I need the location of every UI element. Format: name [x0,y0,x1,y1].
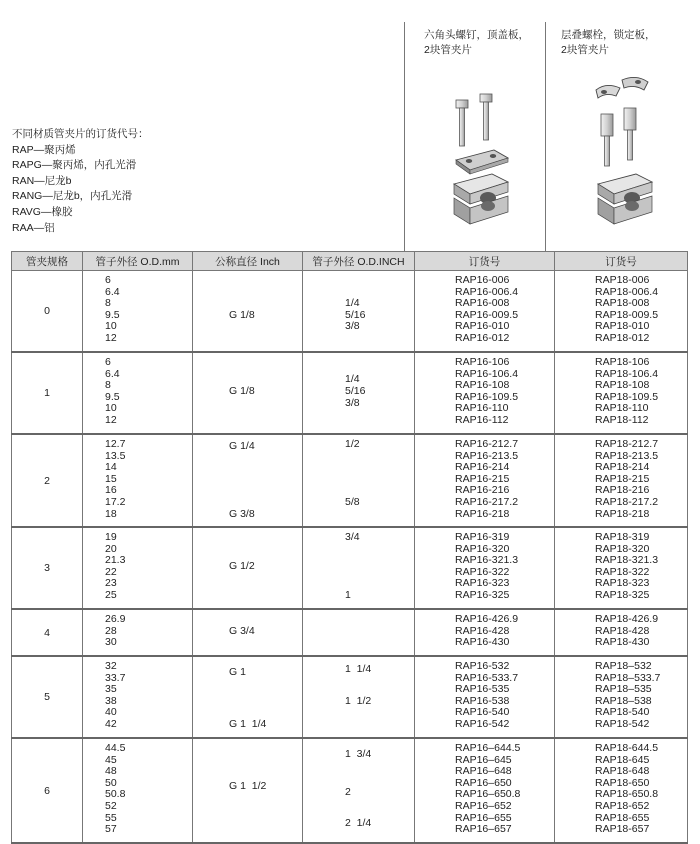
order-number: RAP18-215 [595,472,650,485]
order-number: RAP16-538 [455,694,510,707]
od-mm-value: 8 [105,379,111,392]
header-order-no-a: 订货号 [415,252,555,271]
nominal-inch-value: G 3/4 [229,624,255,637]
order-no-b-cell [555,609,688,656]
order-number: RAP18-213.5 [595,449,659,462]
order-number: RAP16-109.5 [455,390,519,403]
order-number: RAP16-008 [455,297,510,310]
order-number: RAP16-533.7 [455,671,519,684]
od-mm-value: 32 [105,660,117,672]
od-mm-cell [83,434,193,527]
order-number: RAP16-430 [455,636,510,649]
nominal-inch-cell [193,434,303,527]
od-mm-value: 12 [105,414,117,426]
order-number: RAP18-426.9 [595,613,659,625]
order-number: RAP18-108 [595,379,650,392]
order-number: RAP16–655 [455,811,512,824]
order-number: RAP16–652 [455,800,512,812]
col-a-title-line1: 六角头螺钉，顶盖板， [424,29,529,41]
order-number: RAP18-217.2 [595,496,659,508]
od-inch-value: 3/8 [345,320,360,333]
od-inch-value: 1 1/4 [345,663,372,676]
nominal-inch-value: G 1/2 [229,560,255,572]
order-number: RAP18-010 [595,320,650,333]
od-mm-value: 52 [105,800,117,812]
od-mm-value: 28 [105,624,117,637]
order-number: RAP18-321.3 [595,554,659,567]
od-mm-value: 15 [105,472,117,485]
od-mm-value: 13.5 [105,449,126,462]
nominal-inch-cell [193,656,303,738]
od-inch-value: 1 3/4 [345,747,372,760]
legend-item: RAA—铝 [12,221,55,234]
od-mm-value: 44.5 [105,742,126,754]
order-number: RAP18-325 [595,589,650,601]
order-number: RAP18-106 [595,356,650,368]
od-mm-value: 33.7 [105,671,126,684]
od-mm-value: 10 [105,320,117,333]
order-number: RAP16-216 [455,484,510,497]
od-inch-cell [303,527,415,609]
order-number: RAP16-112 [455,414,509,426]
od-mm-value: 9.5 [105,308,120,321]
order-number: RAP18-109.5 [595,390,659,403]
od-inch-value: 2 [345,786,351,799]
header-od-inch: 管子外径 O.D.INCH [303,252,415,271]
od-inch-value: 5/16 [345,308,366,321]
od-mm-value: 45 [105,753,117,766]
order-number: RAP18-645 [595,753,650,766]
order-number: RAP16-542 [455,718,510,730]
od-mm-value: 6 [105,274,111,286]
order-number: RAP18-655 [595,811,650,824]
order-number: RAP18-216 [595,484,650,497]
order-number: RAP16–644.5 [455,742,521,754]
od-mm-value: 10 [105,402,117,415]
od-mm-value: 50.8 [105,788,126,801]
od-inch-value: 1 1/2 [345,694,372,707]
nominal-inch-cell [193,527,303,609]
order-number: RAP18-650 [595,776,650,789]
order-number: RAP16-535 [455,683,510,696]
order-number: RAP16-006 [455,274,510,286]
stacking-bolt-clamp-assembly-icon [580,70,670,230]
legend-item: RAPG—聚丙烯，内孔光滑 [12,159,137,172]
od-mm-value: 19 [105,531,117,543]
order-number: RAP18–533.7 [595,671,661,684]
od-mm-value: 40 [105,706,117,719]
od-mm-value: 18 [105,507,117,520]
col-a-title [424,28,529,58]
order-number: RAP18-106.4 [595,367,659,380]
order-number: RAP16-106.4 [455,367,519,380]
order-number: RAP18–532 [595,660,652,672]
nominal-inch-cell [193,271,303,353]
od-inch-value: 5/8 [345,496,360,508]
od-mm-value: 35 [105,683,117,696]
nominal-inch-value: G 1 1/4 [229,718,267,730]
order-number: RAP16-217.2 [455,496,519,508]
header-clamp-size: 管夹规格 [12,252,83,271]
od-inch-cell [303,738,415,843]
od-mm-value: 26.9 [105,613,126,625]
header-od-mm: 管子外径 O.D.mm [83,252,193,271]
od-mm-value: 30 [105,636,117,649]
od-inch-value: 5/16 [345,385,366,397]
order-no-a-cell [415,434,555,527]
table-row [12,527,688,609]
legend-item: RANG—尼龙b，内孔光滑 [12,190,133,203]
od-mm-value: 55 [105,811,117,824]
order-number: RAP16–650.8 [455,788,521,801]
order-no-a-cell [415,609,555,656]
order-no-b-cell [555,352,688,434]
od-inch-cell [303,609,415,656]
header-order-no-b: 订货号 [555,252,688,271]
order-no-b-cell [555,656,688,738]
od-inch-value: 2 1/4 [345,817,372,830]
col-a-title-line2: 2块管夹片 [424,44,472,56]
order-number: RAP18-657 [595,823,650,836]
od-mm-value: 9.5 [105,390,120,403]
od-inch-value: 3/4 [345,531,360,543]
order-number: RAP18-009.5 [595,308,659,321]
order-number: RAP16-320 [455,542,510,555]
table-row [12,352,688,434]
table-row [12,434,688,527]
order-number: RAP18-648 [595,765,650,778]
order-number: RAP18-323 [595,577,650,590]
order-number: RAP18-319 [595,531,650,543]
order-no-a-cell [415,656,555,738]
order-number: RAP18-644.5 [595,742,659,754]
clamp-size-cell: 3 [12,527,83,609]
clamp-size-cell: 5 [12,656,83,738]
order-no-b-cell [555,738,688,843]
nominal-inch-value: G 1 1/2 [229,780,267,793]
order-number: RAP16–650 [455,776,512,789]
od-mm-value: 6.4 [105,367,120,380]
hex-bolt-clamp-assembly-icon [436,88,526,238]
nominal-inch-value: G 1/4 [229,440,255,453]
order-number: RAP18-320 [595,542,650,555]
order-number: RAP18-218 [595,507,650,520]
order-number: RAP16-323 [455,577,510,590]
order-no-a-cell [415,527,555,609]
od-mm-value: 16 [105,484,117,497]
order-number: RAP16-108 [455,379,510,392]
order-number: RAP16-009.5 [455,308,519,321]
nominal-inch-cell [193,352,303,434]
od-mm-value: 21.3 [105,554,126,567]
od-mm-value: 12 [105,332,117,344]
od-mm-value: 57 [105,823,117,836]
od-inch-value: 3/8 [345,396,360,409]
order-number: RAP16-322 [455,565,510,578]
od-mm-value: 12.7 [105,438,126,450]
order-number: RAP18-428 [595,624,650,637]
order-number: RAP16-426.9 [455,613,519,625]
order-number: RAP18–538 [595,694,652,707]
order-no-a-cell [415,352,555,434]
order-number: RAP18-540 [595,706,650,719]
nominal-inch-cell [193,738,303,843]
clamp-size-cell: 0 [12,271,83,353]
od-inch-cell [303,434,415,527]
od-mm-value: 42 [105,718,117,730]
col-b-title-line2: 2块管夹片 [561,44,609,56]
table-row [12,738,688,843]
order-number: RAP16-325 [455,589,510,601]
clamp-size-cell: 2 [12,434,83,527]
table-row [12,609,688,656]
order-number: RAP16-012 [455,332,510,344]
order-number: RAP16-212.7 [455,438,519,450]
od-inch-value: 1/4 [345,373,360,386]
od-mm-value: 25 [105,589,117,601]
order-number: RAP16-106 [455,356,510,368]
od-mm-cell [83,271,193,353]
order-number: RAP18-650.8 [595,788,659,801]
order-number: RAP18-214 [595,461,650,474]
order-number: RAP16-214 [455,461,510,474]
order-number: RAP16-321.3 [455,554,519,567]
order-number: RAP18-322 [595,565,650,578]
od-inch-cell [303,656,415,738]
header-divider-right [545,22,546,251]
nominal-inch-cell [193,609,303,656]
order-number: RAP18-212.7 [595,438,659,450]
order-number: RAP18-652 [595,800,650,812]
clamp-size-cell: 6 [12,738,83,843]
order-number: RAP16-006.4 [455,285,519,298]
material-legend [12,127,149,236]
od-mm-value: 38 [105,694,117,707]
order-number: RAP18-542 [595,718,650,730]
order-number: RAP16-213.5 [455,449,519,462]
order-number: RAP18-430 [595,636,650,649]
od-mm-value: 20 [105,542,117,555]
order-no-b-cell [555,434,688,527]
od-inch-cell [303,271,415,353]
order-number: RAP18-110 [595,402,649,415]
order-number: RAP18-008 [595,297,650,310]
od-mm-value: 17.2 [105,496,126,508]
order-number: RAP16–645 [455,753,512,766]
order-number: RAP18–535 [595,683,652,696]
order-number: RAP16-010 [455,320,510,333]
od-inch-value: 1 [345,589,351,601]
header-divider-left [404,22,405,251]
od-mm-cell [83,352,193,434]
nominal-inch-value: G 1/8 [229,308,255,321]
order-no-b-cell [555,527,688,609]
nominal-inch-value: G 1/8 [229,385,255,397]
header-nominal-inch: 公称直径 Inch [193,252,303,271]
order-number: RAP16-215 [455,472,510,485]
table-row [12,656,688,738]
od-mm-cell [83,738,193,843]
nominal-inch-value: G 3/8 [229,507,255,520]
od-mm-value: 48 [105,765,117,778]
od-mm-value: 8 [105,297,111,310]
order-no-a-cell [415,738,555,843]
order-number: RAP16-319 [455,531,510,543]
od-inch-cell [303,352,415,434]
order-number: RAP16-218 [455,507,510,520]
od-mm-value: 23 [105,577,117,590]
table-header-row [12,252,688,271]
order-number: RAP16-532 [455,660,510,672]
od-mm-cell [83,527,193,609]
od-mm-value: 14 [105,461,117,474]
order-number: RAP18-012 [595,332,650,344]
order-table [11,251,688,844]
order-number: RAP16–648 [455,765,512,778]
col-b-title [561,28,656,58]
order-no-a-cell [415,271,555,353]
order-number: RAP16-428 [455,624,510,637]
table-row [12,271,688,353]
od-mm-value: 6 [105,356,111,368]
od-mm-cell [83,656,193,738]
legend-item: RAN—尼龙b [12,174,72,187]
od-mm-value: 50 [105,776,117,789]
order-number: RAP16–657 [455,823,512,836]
col-b-title-line1: 层叠螺栓，锁定板， [561,29,656,41]
clamp-size-cell: 1 [12,352,83,434]
order-number: RAP18-112 [595,414,649,426]
order-no-b-cell [555,271,688,353]
od-inch-value: 1/4 [345,297,360,310]
order-number: RAP16-110 [455,402,509,415]
od-mm-value: 22 [105,565,117,578]
order-number: RAP18-006 [595,274,650,286]
legend-item: RAP—聚丙烯 [12,143,76,156]
nominal-inch-value: G 1 [229,665,246,678]
od-mm-value: 6.4 [105,285,120,298]
od-mm-cell [83,609,193,656]
od-inch-value: 1/2 [345,438,360,450]
legend-title: 不同材质管夹片的订货代号： [12,128,149,140]
order-number: RAP18-006.4 [595,285,659,298]
legend-item: RAVG—橡胶 [12,205,73,218]
order-number: RAP16-540 [455,706,510,719]
clamp-size-cell: 4 [12,609,83,656]
